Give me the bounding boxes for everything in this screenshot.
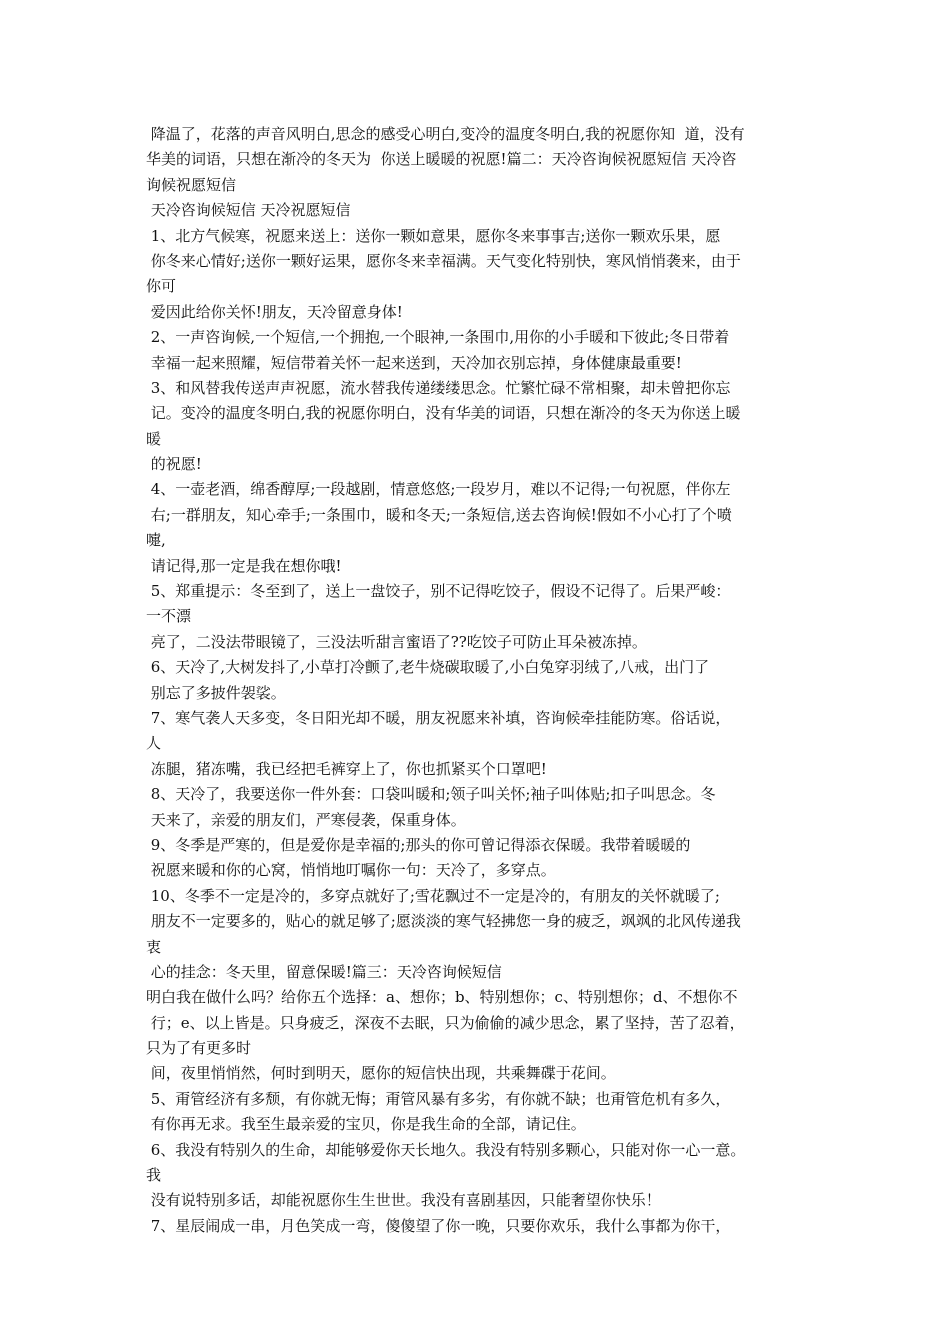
text-line: 华美的词语，只想在渐冷的冬天为 你送上暖暖的祝愿!篇二：天冷咨询候祝愿短信 天冷咨 <box>146 150 737 169</box>
text-line: 爱因此给你关怀!朋友，天冷留意身体! <box>146 302 403 321</box>
text-line: 明白我在做什么吗？给你五个选择：a、想你；b、特别想你；c、特别想你；d、不想你不 <box>146 988 738 1007</box>
text-line: 你可 <box>146 277 177 296</box>
text-line: 心的挂念：冬天里，留意保暖!篇三：天冷咨询候短信 <box>146 962 502 981</box>
text-line: 请记得,那一定是我在想你哦! <box>146 556 342 575</box>
text-line: 7、寒气袭人天多变，冬日阳光却不暖，朋友祝愿来补填，咨询候牵挂能防寒。俗话说， <box>146 708 731 727</box>
text-line: 2、一声咨询候,一个短信,一个拥抱,一个眼神,一条围巾,用你的小手暖和下彼此;冬日带着 <box>146 328 730 347</box>
text-line: 冻腿，猪冻嘴，我已经把毛裤穿上了，你也抓紧买个口罩吧! <box>146 759 547 778</box>
text-line: 嚏, <box>146 531 166 550</box>
text-line: 9、冬季是严寒的，但是爱你是幸福的;那头的你可曾记得添衣保暖。我带着暖暖的 <box>146 835 691 854</box>
text-line: 一不漂 <box>146 607 192 626</box>
text-line: 8、天冷了，我要送你一件外套：口袋叫暖和;领子叫关怀;袖子叫体贴;扣子叫思念。冬 <box>146 785 716 804</box>
text-line: 没有说特别多话，却能祝愿你生生世世。我没有喜剧基因，只能奢望你快乐！ <box>146 1191 661 1210</box>
text-line: 人 <box>146 734 162 753</box>
text-line: 记。变冷的温度冬明白,我的祝愿你明白，没有华美的词语，只想在渐冷的冬天为你送上暖 <box>146 404 741 423</box>
text-line: 3、和风替我传送声声祝愿，流水替我传递缕缕思念。忙繁忙碌不常相聚，却未曾把你忘 <box>146 378 731 397</box>
text-line: 有你再无求。我至生最亲爱的宝贝，你是我生命的全部，请记住。 <box>146 1115 586 1134</box>
text-line: 你冬来心情好;送你一颗好运果，愿你冬来幸福满。天气变化特别快，寒风悄悄袭来，由于 <box>146 251 741 270</box>
text-line: 1、北方气候寒，祝愿来送上：送你一颗如意果，愿你冬来事事吉;送你一颗欢乐果，愿 <box>146 226 721 245</box>
text-line: 只为了有更多时 <box>146 1039 252 1058</box>
text-line: 衷 <box>146 937 162 956</box>
text-line: 5、甭管经济有多颓，有你就无悔；甭管风暴有多劣，有你就不缺；也甭管危机有多久， <box>146 1089 731 1108</box>
text-line: 间，夜里悄悄然，何时到明天，愿你的短信快出现，共乘舞碟于花间。 <box>146 1064 616 1083</box>
document-body <box>146 122 826 1239</box>
text-line: 天来了，亲爱的朋友们，严寒侵袭，保重身体。 <box>146 810 466 829</box>
text-line: 6、天冷了,大树发抖了,小草打冷颤了,老牛烧碳取暖了,小白兔穿羽绒了,八戒，出门了 <box>146 658 710 677</box>
text-line: 5、郑重提示：冬至到了，送上一盘饺子，别不记得吃饺子，假设不记得了。后果严峻： <box>146 582 731 601</box>
text-line: 7、星辰闹成一串，月色笑成一弯，傻傻望了你一晚，只要你欢乐，我什么事都为你干， <box>146 1216 731 1235</box>
text-line: 祝愿来暖和你的心窝，悄悄地叮嘱你一句：天冷了，多穿点。 <box>146 861 556 880</box>
text-line: 亮了，二没法带眼镜了，三没法听甜言蜜语了??吃饺子可防止耳朵被冻掉。 <box>146 632 647 651</box>
text-line: 询候祝愿短信 <box>146 175 237 194</box>
text-line: 6、我没有特别久的生命，却能够爱你天长地久。我没有特别多颗心，只能对你一心一意。 <box>146 1140 746 1159</box>
text-line: 天冷咨询候短信 天冷祝愿短信 <box>146 201 351 220</box>
text-line: 别忘了多披件袈裟。 <box>146 683 286 702</box>
text-line: 我 <box>146 1166 162 1185</box>
text-line: 幸福一起来照耀，短信带着关怀一起来送到，天冷加衣别忘掉，身体健康最重要! <box>146 353 682 372</box>
text-line: 4、一壶老酒，绵香醇厚;一段越剧，情意悠悠;一段岁月，难以不记得;一句祝愿，伴你左 <box>146 480 731 499</box>
text-line: 暖 <box>146 429 162 448</box>
text-line: 右;一群朋友，知心牵手;一条围巾，暖和冬天;一条短信,送去咨询候!假如不小心打了个喷 <box>146 505 732 524</box>
text-line: 朋友不一定要多的，贴心的就足够了;愿淡淡的寒气轻拂您一身的疲乏，飒飒的北风传递我 <box>146 912 741 931</box>
text-line: 降温了，花落的声音风明白,思念的感受心明白,变冷的温度冬明白,我的祝愿你知 道，没有 <box>146 125 745 143</box>
text-line: 10、冬季不一定是冷的，多穿点就好了;雪花飘过不一定是冷的，有朋友的关怀就暖了; <box>146 886 720 905</box>
text-line: 的祝愿! <box>146 455 202 474</box>
text-line: 行；e、以上皆是。只身疲乏，深夜不去眠，只为偷偷的减少思念，累了坚持，苦了忍着， <box>146 1013 745 1032</box>
